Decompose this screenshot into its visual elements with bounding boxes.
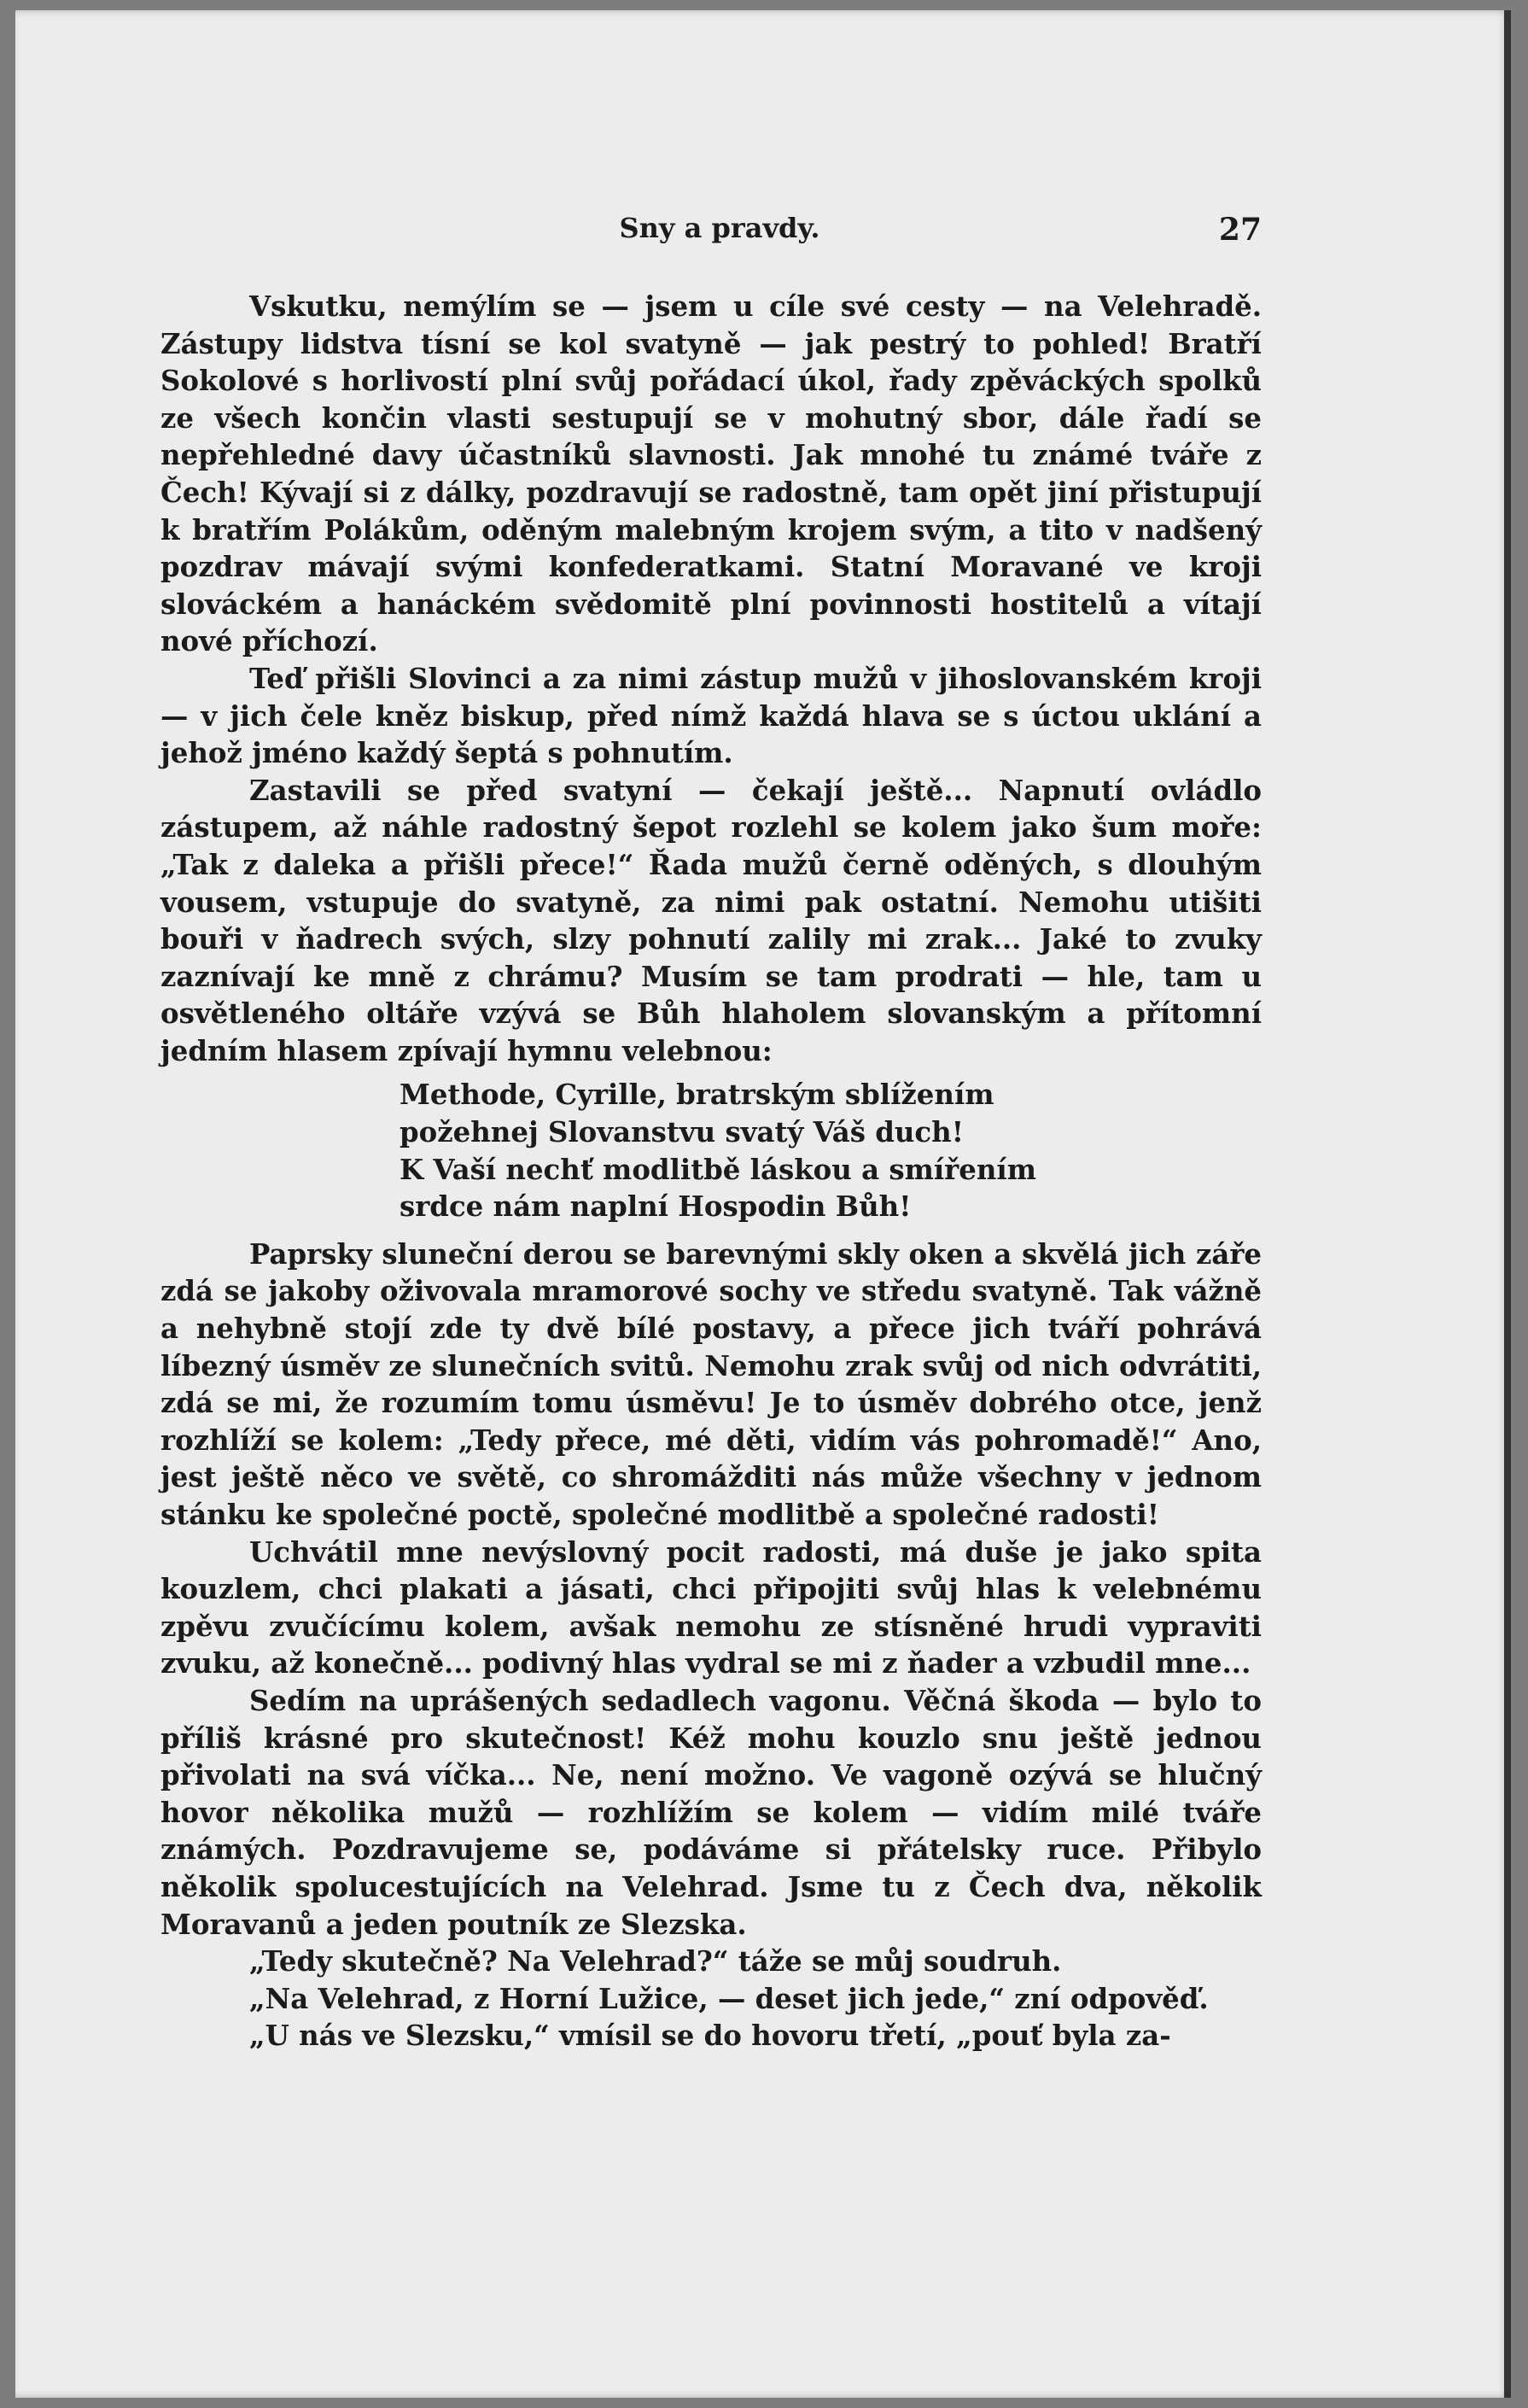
paragraph: Teď přišli Slovinci a za nimi zástup mužů v jihoslovanském kroji — v jich čele kněz biskup, před nímž každá hlava se s úctou uklání a jehož jméno každý šeptá s pohnutím. — [160, 662, 1262, 770]
page-header — [178, 212, 1262, 254]
page-edge-shadow — [1504, 10, 1511, 2398]
page-number: 27 — [1218, 212, 1262, 248]
verse-line: požehnej Slovanstvu svatý Váš duch! — [399, 1116, 964, 1149]
paragraph: Uchvátil mne nevýslovný pocit radosti, má duše je jako spita kouzlem, chci plakati a jásati, chci připojiti svůj hlas k velebnému zpěvu zvučícímu kolem, avšak nemohu ze stísněné hrudi vypraviti zvuku, až konečně... podivný hlas vydral se mi z ňader a vzbudil mne... — [160, 1535, 1262, 1680]
verse-line: Methode, Cyrille, bratrským sblížením — [399, 1078, 994, 1112]
hymn-verse — [399, 1077, 1262, 1225]
running-head: Sny a pravdy. — [619, 212, 820, 244]
dialogue-line: „Tedy skutečně? Na Velehrad?“ táže se můj soudruh. — [249, 1945, 1062, 1978]
dialogue-line: „Na Velehrad, z Horní Lužice, — deset jich jede,“ zní odpověď. — [249, 1982, 1209, 2015]
body-text — [160, 289, 1262, 2055]
paragraph: Sedím na uprášených sedadlech vagonu. Věčná škoda — bylo to příliš krásné pro skutečnost! Kéž mohu kouzlo snu ještě jednou přivolati na svá víčka... Ne, není možno. Ve vagoně ozývá se hlučný hovor několika mužů — rozhlížím se kolem — vidím milé tváře známých. Pozdravujeme se, podáváme si přátelsky ruce. Přibylo několik spolucestujících na Velehrad. Jsme tu z Čech dva, několik Moravanů a jeden poutník ze Slezska. — [160, 1684, 1262, 1941]
dialogue-line: „U nás ve Slezsku,“ vmísil se do hovoru třetí, „pouť byla za- — [249, 2019, 1171, 2053]
paragraph: Zastavili se před svatyní — čekají ještě... Napnutí ovládlo zástupem, až náhle radostný šepot rozlehl se kolem jako šum moře: „Tak z daleka a přišli přece!“ Řada mužů černě oděných, s dlouhým vousem, vstupuje do svatyně, za nimi pak ostatní. Nemohu utišiti bouři v ňadrech svých, slzy pohnutí zalily mi zrak... Jaké to zvuky zaznívají ke mně z chrámu? Musím se tam prodrati — hle, tam u osvětleného oltáře vzývá se Bůh hlaholem slovanským a přítomní jedním hlasem zpívají hymnu velebnou: — [160, 774, 1262, 1067]
paragraph: Paprsky sluneční derou se barevnými skly oken a skvělá jich záře zdá se jakoby oživovala mramorové sochy ve středu svatyně. Tak vážně a nehybně stojí zde ty dvě bílé postavy, a přece jich tváří pohrává líbezný úsměv ze slunečních svitů. Nemohu zrak svůj od nich odvrátiti, zdá se mi, že rozumím tomu úsměvu! Je to úsměv dobrého otce, jenž rozhlíží se kolem: „Tedy přece, mé děti, vidím vás pohromadě!“ Ano, jest ještě něco ve světě, co shromážditi nás může všechny v jednom stánku ke společné poctě, společné modlitbě a společné radosti! — [160, 1237, 1262, 1531]
verse-line: K Vaší nechť modlitbě láskou a smířením — [399, 1153, 1036, 1186]
verse-line: srdce nám naplní Hospodin Bůh! — [399, 1190, 912, 1224]
paragraph: Vskutku, nemýlím se — jsem u cíle své cesty — na Velehradě. Zástupy lidstva tísní se kol svatyně — jak pestrý to pohled! Bratří Sokolové s horlivostí plní svůj pořádací úkol, řady zpěváckých spolků ze všech končin vlasti sestupují se v mohutný sbor, dále řadí se nepřehledné davy účastníků slavnosti. Jak mnohé tu známé tváře z Čech! Kývají si z dálky, pozdravují se radostně, tam opět jiní přistupují k bratřím Polákům, oděným malebným krojem svým, a tito v nadšený pozdrav mávají svými konfederatkami. Statní Moravané ve kroji slováckém a hanáckém svědomitě plní povinnosti hostitelů a vítají nové příchozí. — [160, 290, 1262, 658]
book-page — [15, 10, 1511, 2398]
